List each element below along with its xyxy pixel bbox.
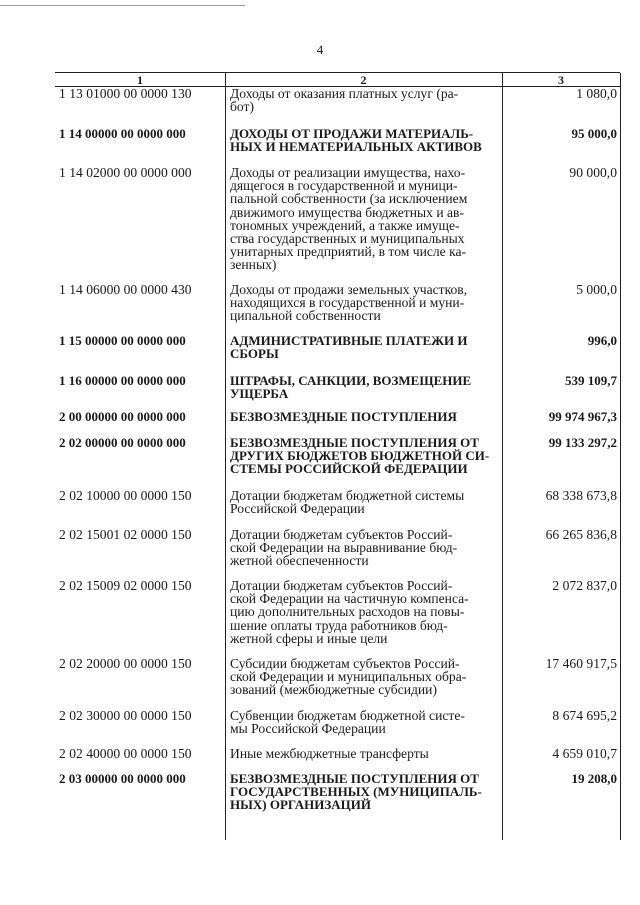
budget-code-cell: 2 00 00000 00 0000 000 xyxy=(59,409,186,424)
table-header-row xyxy=(55,73,620,87)
revenue-name-cell xyxy=(230,579,498,645)
revenue-name-line: Иные межбюджетные трансферты xyxy=(230,746,429,761)
revenue-name-line: БЕЗВОЗМЕЗДНЫЕ ПОСТУПЛЕНИЯ ОТ xyxy=(230,435,479,450)
revenue-name-line: Российской Федерации xyxy=(230,501,365,517)
revenue-name-line: ства государственных и муниципальных xyxy=(230,231,465,247)
amount-cell: 90 000,0 xyxy=(569,165,617,180)
revenue-name-cell xyxy=(230,166,498,272)
column-divider xyxy=(502,73,503,840)
amount-cell: 68 338 673,8 xyxy=(545,488,617,503)
budget-code-cell: 2 02 20000 00 0000 150 xyxy=(59,656,192,671)
revenue-name-line: ципальной собственности xyxy=(230,308,381,324)
budget-code-cell: 2 02 15001 02 0000 150 xyxy=(59,527,192,542)
revenue-name-line: НЫХ) ОРГАНИЗАЦИЙ xyxy=(230,797,371,813)
budget-code-cell: 1 14 00000 00 0000 000 xyxy=(59,126,186,141)
revenue-name-cell xyxy=(230,528,498,568)
revenue-name-line: ской Федерации на выравнивание бюд- xyxy=(230,540,458,556)
amount-cell: 99 133 297,2 xyxy=(548,435,617,450)
revenue-name-line: Доходы от продажи земельных участков, xyxy=(230,282,468,297)
revenue-name-line: бот) xyxy=(230,99,255,115)
revenue-name-line: Субвенции бюджетам бюджетной систе- xyxy=(230,708,465,723)
column-header-code: 1 xyxy=(137,73,143,87)
revenue-name-line: зований (межбюджетные субсидии) xyxy=(230,682,437,698)
revenue-name-line: зенных) xyxy=(230,257,277,273)
revenue-name-line: Субсидии бюджетам субъектов Россий- xyxy=(230,656,460,671)
revenue-name-line: Доходы от оказания платных услуг (ра- xyxy=(230,86,459,101)
budget-code-cell: 2 02 00000 00 0000 000 xyxy=(59,435,186,450)
column-header-name: 2 xyxy=(360,73,367,87)
revenue-name-cell xyxy=(230,334,498,360)
revenue-name-line: Дотации бюджетам бюджетной системы xyxy=(230,488,465,503)
amount-cell: 4 659 010,7 xyxy=(552,746,617,761)
budget-code-cell: 2 02 10000 00 0000 150 xyxy=(59,488,192,503)
budget-code-cell: 1 14 06000 00 0000 430 xyxy=(59,282,192,297)
revenue-name-cell xyxy=(230,87,498,113)
revenue-table xyxy=(55,72,620,840)
page-number: 4 xyxy=(316,42,324,57)
revenue-name-line: движимого имущества бюджетных и ав- xyxy=(230,204,465,220)
amount-cell: 99 974 967,3 xyxy=(548,409,617,424)
revenue-name-line: цию дополнительных расходов на повы- xyxy=(230,604,465,620)
amount-cell: 5 000,0 xyxy=(576,282,617,297)
revenue-name-line: НЫХ И НЕМАТЕРИАЛЬНЫХ АКТИВОВ xyxy=(230,139,482,155)
revenue-name-line: ской Федерации на частичную компенса- xyxy=(230,591,469,607)
revenue-name-cell xyxy=(230,709,498,735)
revenue-name-cell xyxy=(230,657,498,697)
revenue-name-line: жетной обеспеченности xyxy=(230,553,369,569)
budget-code-cell: 2 03 00000 00 0000 000 xyxy=(59,771,186,786)
budget-code-cell: 2 02 30000 00 0000 150 xyxy=(59,708,192,723)
revenue-name-cell xyxy=(230,127,498,153)
budget-code-cell: 2 02 15009 02 0000 150 xyxy=(59,578,192,593)
amount-cell: 996,0 xyxy=(587,333,617,348)
revenue-name-line: УЩЕРБА xyxy=(230,386,289,402)
revenue-name-line: дящегося в государственной и муници- xyxy=(230,178,458,194)
revenue-name-line: СБОРЫ xyxy=(230,346,279,362)
revenue-name-cell xyxy=(230,436,498,476)
amount-cell: 19 208,0 xyxy=(571,771,617,786)
amount-cell: 2 072 837,0 xyxy=(552,578,617,593)
revenue-name-line: Доходы от реализации имущества, нахо- xyxy=(230,165,466,180)
revenue-name-cell xyxy=(230,410,498,423)
revenue-name-line: АДМИНИСТРАТИВНЫЕ ПЛАТЕЖИ И xyxy=(230,333,468,348)
scan-edge-line xyxy=(0,5,245,6)
budget-code-cell: 1 14 02000 00 0000 000 xyxy=(59,165,192,180)
column-header-amount: 3 xyxy=(558,73,564,87)
amount-cell: 17 460 917,5 xyxy=(545,656,617,671)
budget-code-cell: 1 13 01000 00 0000 130 xyxy=(59,86,192,101)
revenue-name-line: ДРУГИХ БЮДЖЕТОВ БЮДЖЕТНОЙ СИ- xyxy=(230,448,490,464)
revenue-name-line: БЕЗВОЗМЕЗДНЫЕ ПОСТУПЛЕНИЯ xyxy=(230,409,457,424)
revenue-name-line: шение оплаты труда работников бюд- xyxy=(230,617,448,633)
revenue-name-line: мы Российской Федерации xyxy=(230,721,386,737)
revenue-name-line: унитарных предприятий, в том числе ка- xyxy=(230,244,467,260)
revenue-name-cell xyxy=(230,747,498,760)
revenue-name-line: Дотации бюджетам субъектов Россий- xyxy=(230,578,453,593)
revenue-name-line: жетной сферы и иные цели xyxy=(230,630,388,646)
revenue-name-line: ГОСУДАРСТВЕННЫХ (МУНИЦИПАЛЬ- xyxy=(230,784,482,800)
amount-cell: 8 674 695,2 xyxy=(552,708,617,723)
revenue-name-cell xyxy=(230,283,498,323)
amount-cell: 1 080,0 xyxy=(576,86,617,101)
revenue-name-line: ШТРАФЫ, САНКЦИИ, ВОЗМЕЩЕНИЕ xyxy=(230,373,472,388)
revenue-name-line: СТЕМЫ РОССИЙСКОЙ ФЕДЕРАЦИИ xyxy=(230,461,468,477)
amount-cell: 539 109,7 xyxy=(565,373,617,388)
amount-cell: 66 265 836,8 xyxy=(545,527,617,542)
revenue-name-cell xyxy=(230,374,498,400)
revenue-name-line: ской Федерации и муниципальных обра- xyxy=(230,669,467,685)
column-divider xyxy=(225,73,226,840)
revenue-name-cell xyxy=(230,772,498,812)
revenue-name-line: Дотации бюджетам субъектов Россий- xyxy=(230,527,453,542)
revenue-name-line: пальной собственности (за исключением xyxy=(230,191,468,207)
amount-cell: 95 000,0 xyxy=(571,126,617,141)
revenue-name-line: тономных учреждений, а также имуще- xyxy=(230,217,460,233)
revenue-name-line: ДОХОДЫ ОТ ПРОДАЖИ МАТЕРИАЛЬ- xyxy=(230,126,474,141)
column-divider xyxy=(620,73,621,840)
budget-code-cell: 1 16 00000 00 0000 000 xyxy=(59,373,186,388)
revenue-name-line: БЕЗВОЗМЕЗДНЫЕ ПОСТУПЛЕНИЯ ОТ xyxy=(230,771,479,786)
budget-code-cell: 2 02 40000 00 0000 150 xyxy=(59,746,192,761)
budget-code-cell: 1 15 00000 00 0000 000 xyxy=(59,333,186,348)
revenue-name-line: находящихся в государственной и муни- xyxy=(230,295,465,311)
revenue-name-cell xyxy=(230,489,498,515)
